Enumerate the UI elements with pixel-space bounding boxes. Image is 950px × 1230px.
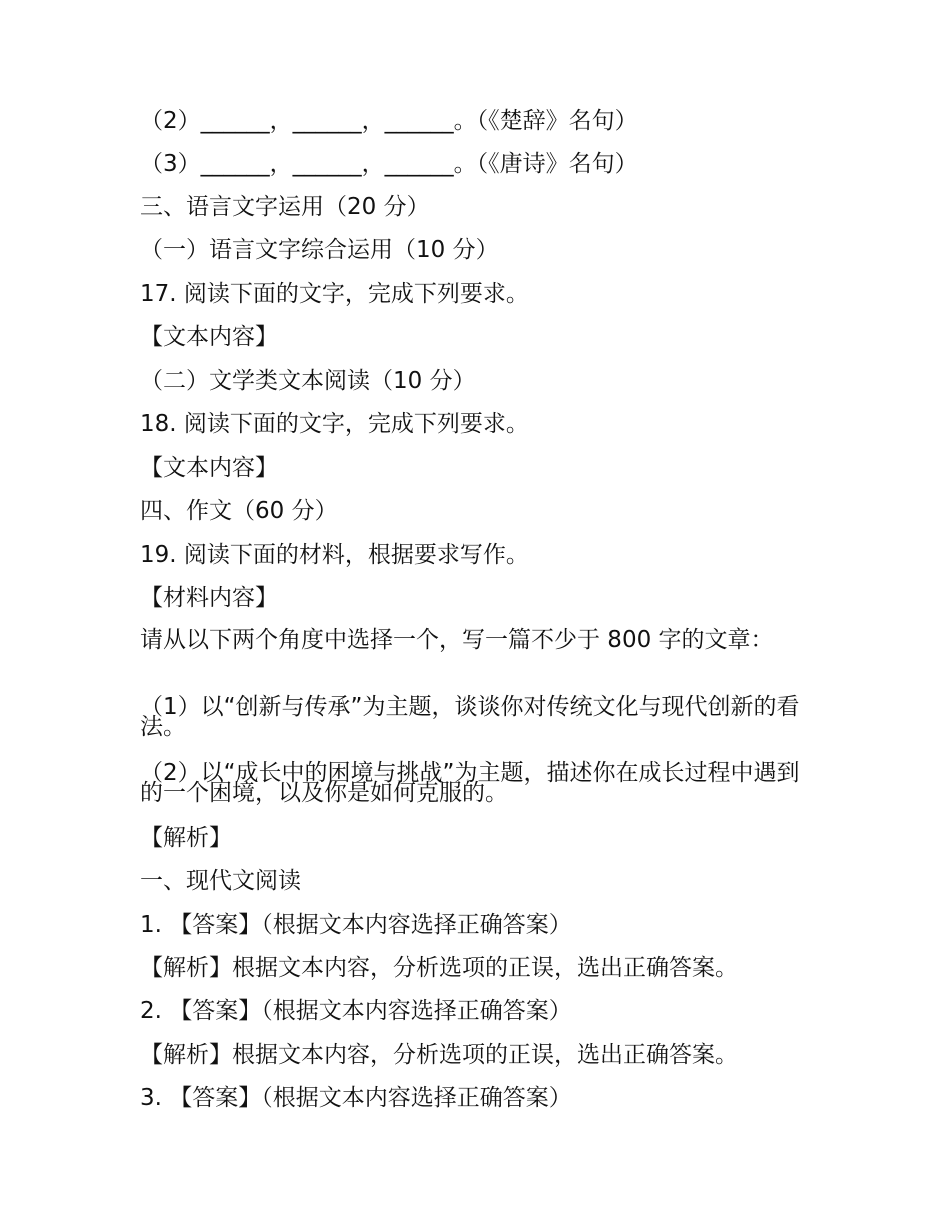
analysis-1: 【解析】根据文本内容，分析选项的正误，选出正确答案。 xyxy=(140,955,738,981)
essay-option-1: （1）以“创新与传承”为主题，谈谈你对传统文化与现代创新的看法。 xyxy=(140,694,800,740)
section-heading-4: 四、作文（60 分） xyxy=(140,498,338,524)
question-17: 17. 阅读下面的文字，完成下列要求。 xyxy=(140,281,529,307)
answer-1: 1. 【答案】（根据文本内容选择正确答案） xyxy=(140,912,572,938)
question-18: 18. 阅读下面的文字，完成下列要求。 xyxy=(140,411,529,437)
essay-option-2: （2）以“成长中的困境与挑战”为主题，描述你在成长过程中遇到的一个困境，以及你是如何克服的。 xyxy=(140,760,800,806)
section-heading-3: 三、语言文字运用（20 分） xyxy=(140,194,430,220)
question-19: 19. 阅读下面的材料，根据要求写作。 xyxy=(140,542,529,568)
answer-2: 2. 【答案】（根据文本内容选择正确答案） xyxy=(140,998,572,1024)
blank-question-2: （2）______，______，______。（《楚辞》名句） xyxy=(140,108,638,134)
subsection-heading-1: （一）语言文字综合运用（10 分） xyxy=(140,237,499,263)
analysis-heading: 【解析】 xyxy=(140,825,232,851)
answer-3: 3. 【答案】（根据文本内容选择正确答案） xyxy=(140,1085,572,1111)
subsection-heading-2: （二）文学类文本阅读（10 分） xyxy=(140,368,476,394)
blank-question-3: （3）______，______，______。（《唐诗》名句） xyxy=(140,151,638,177)
text-content-placeholder: 【文本内容】 xyxy=(140,455,278,481)
essay-instruction: 请从以下两个角度中选择一个，写一篇不少于 800 字的文章： xyxy=(140,627,774,653)
text-content-placeholder: 【文本内容】 xyxy=(140,324,278,350)
material-content-placeholder: 【材料内容】 xyxy=(140,585,278,611)
section-heading-1: 一、现代文阅读 xyxy=(140,868,301,894)
analysis-2: 【解析】根据文本内容，分析选项的正误，选出正确答案。 xyxy=(140,1042,738,1068)
